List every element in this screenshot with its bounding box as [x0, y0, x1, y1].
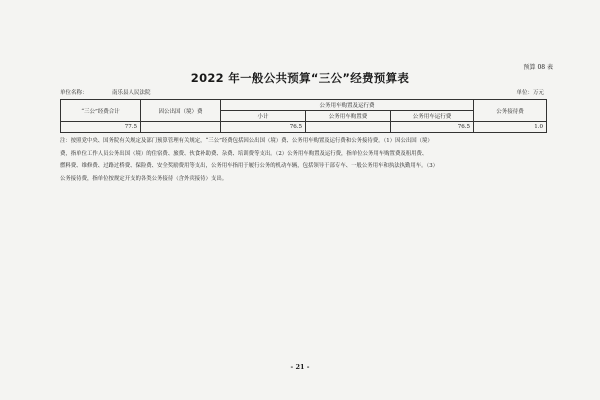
header-vehicle-subtotal: 小计: [221, 111, 306, 122]
cell-vehicle-purchase: [306, 122, 391, 133]
cell-abroad: [141, 122, 221, 133]
notes: [60, 135, 540, 185]
unit-name-label: 单位名称：: [60, 90, 88, 96]
header-abroad: 因公出国（境）费: [141, 100, 221, 122]
note-line: 注：按照党中央、国务院有关规定及部门预算管理有关规定，“三公”经费包括因公出国（境）费、公务用车购置及运行费和公务接待费。（1）因公出国（境）: [60, 138, 433, 144]
unit-row: [60, 88, 544, 97]
cell-vehicle-subtotal: 76.5: [221, 122, 306, 133]
cell-vehicle-operation: 76.5: [391, 122, 474, 133]
note-line: 公务接待费，指单位按规定开支的各类公务接待（含外宾接待）支出。: [60, 175, 228, 182]
note-line: 费，指单位工作人员公务出国（境）的住宿费、旅费、伙食补助费、杂费、培训费等支出。（2）公务用车购置及运行费，指单位公务用车购置费及租用费、: [60, 150, 428, 157]
table-row: [61, 122, 547, 133]
document-title: 2022 年一般公共预算“三公”经费预算表: [190, 71, 410, 85]
budget-table: [60, 99, 547, 133]
unit-name-value: 南乐县人民法院: [112, 90, 151, 96]
page-number: - 21 -: [290, 363, 310, 371]
cell-reception: 1.0: [474, 122, 547, 133]
header-total: “三公”经费合计: [61, 100, 141, 122]
money-unit: 单位：万元: [516, 90, 544, 96]
header-reception: 公务接待费: [474, 100, 547, 122]
header-vehicle-purchase: 公务用车购置费: [306, 111, 391, 122]
form-number: 预算 08 表: [523, 64, 553, 71]
cell-total: 77.5: [61, 122, 141, 133]
note-line: 燃料费、维修费、过路过桥费、保险费、安全奖励费用等支出，公务用车指用于履行公务的机动车辆，包括领导干部专车、一般公务用车和执法执勤用车。（3）: [60, 163, 439, 169]
header-vehicle-group: 公务用车购置及运行费: [221, 100, 474, 111]
table-header-row-1: [61, 100, 547, 111]
header-vehicle-operation: 公务用车运行费: [391, 111, 474, 122]
